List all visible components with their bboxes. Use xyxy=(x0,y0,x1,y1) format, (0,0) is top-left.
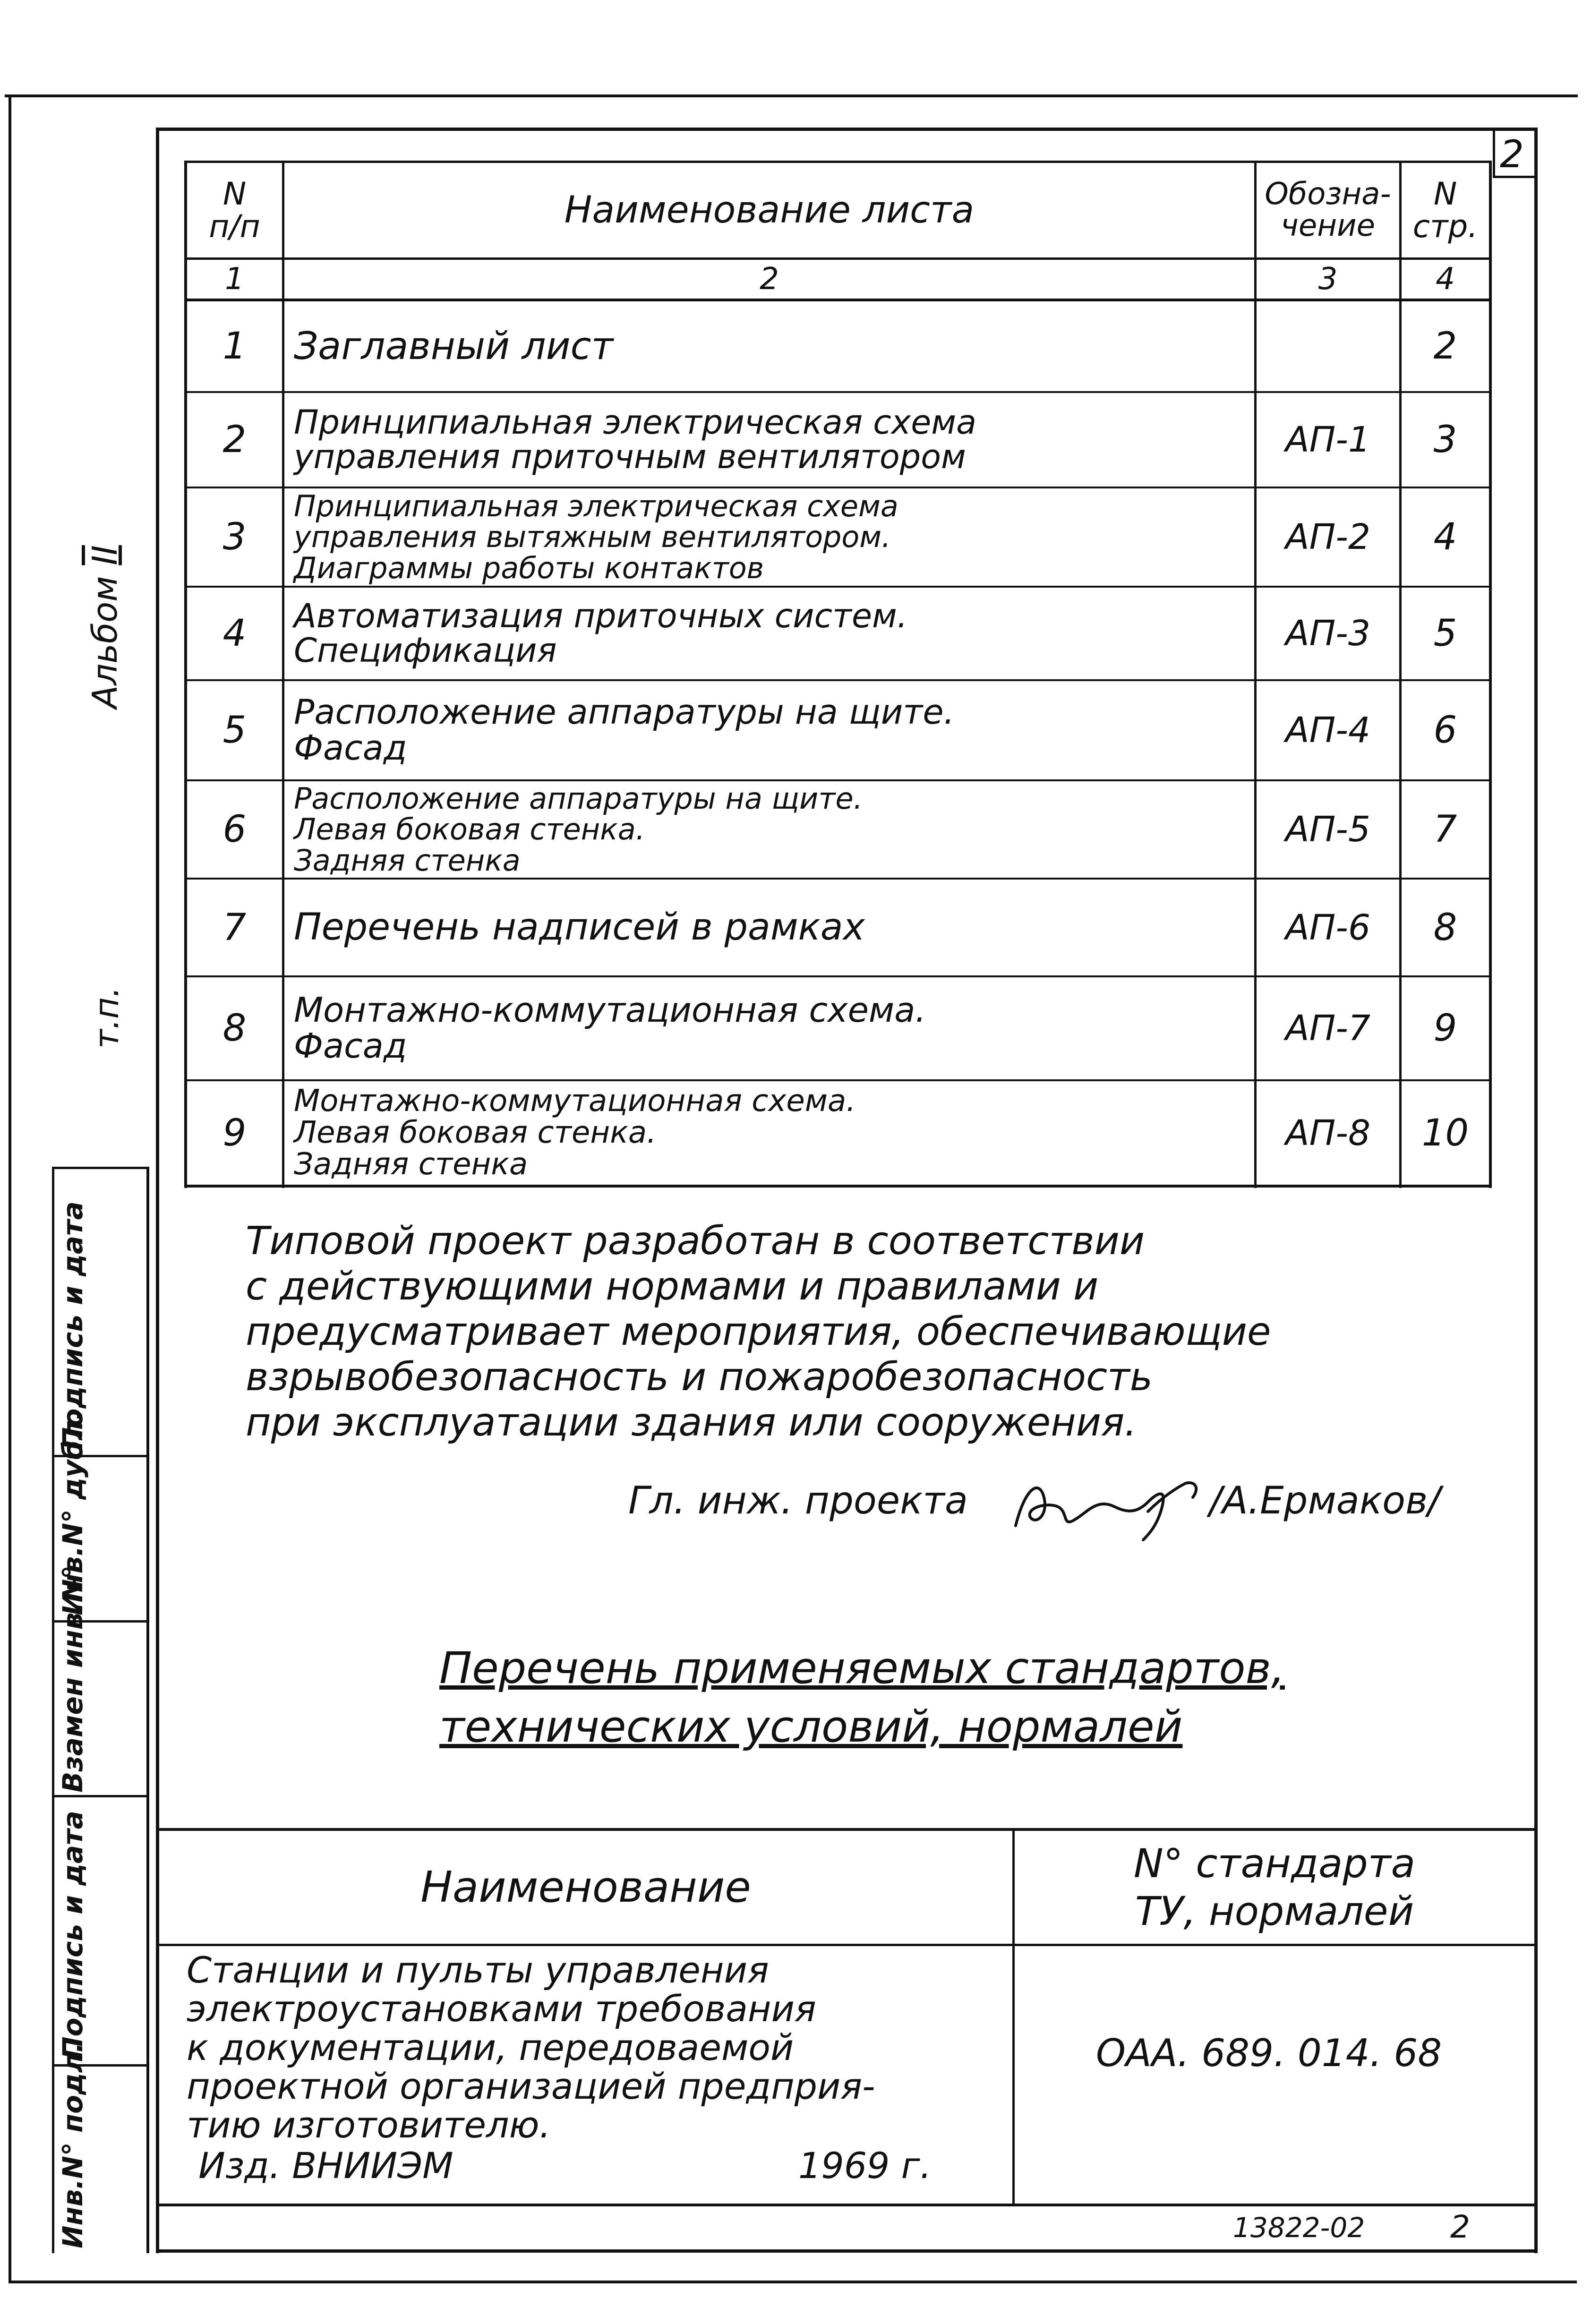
header-page: N стр. xyxy=(1412,175,1478,245)
row-1-designation xyxy=(1257,301,1399,391)
stamp-mid-edge xyxy=(52,1167,54,2253)
row-4-num: 4 xyxy=(222,612,247,655)
album-label: Альбом II xyxy=(85,545,125,709)
row-9-num: 9 xyxy=(222,1111,247,1154)
footer-line xyxy=(156,2204,1538,2206)
standards-title xyxy=(439,1639,1285,1756)
standards-title-line-2: технических условий, нормалей xyxy=(439,1701,1183,1752)
row-6-page: 7 xyxy=(1433,808,1457,851)
footer-sheet-number: 2 xyxy=(1450,2209,1470,2245)
tp-label: т.п. xyxy=(87,986,126,1049)
footer-drawing-code: 13822-02 xyxy=(1233,2212,1365,2244)
row-1-num: 1 xyxy=(222,325,247,367)
standards-row-publisher: Изд. ВНИИЭМ xyxy=(198,2145,453,2187)
standards-header-number: N° стандарта ТУ, нормалей xyxy=(1133,1840,1416,1934)
stamp-field-instead-inv: Взамен инв.N° xyxy=(57,1565,89,1793)
standards-table-header-bottom xyxy=(156,1944,1538,1946)
sheet-table-right xyxy=(1489,161,1492,1188)
page-corner-number: 2 xyxy=(1500,132,1524,176)
compliance-paragraph xyxy=(246,1219,1271,1445)
row-3-num: 3 xyxy=(222,516,247,558)
stamp-div-3 xyxy=(52,1795,149,1797)
row-4-designation: АП-3 xyxy=(1285,613,1371,654)
row-7-num: 7 xyxy=(222,906,247,949)
row-8-designation: АП-7 xyxy=(1285,1008,1371,1049)
stamp-field-inv-original: Инв.N° подл. xyxy=(57,2042,89,2248)
bottom-outer-border xyxy=(9,2281,1577,2283)
row-4-page: 5 xyxy=(1433,612,1457,655)
row-6-num: 6 xyxy=(222,808,247,851)
row-2-name: Принципиальная электрическая схема управления приточным вентилятором xyxy=(294,402,976,476)
header-designation: Обозна- чение xyxy=(1265,176,1391,243)
compliance-line: предусматривает мероприятия, обеспечивающие xyxy=(246,1309,1271,1354)
header-num: N п/п xyxy=(209,175,260,245)
row-8-name: Монтажно-коммутационная схема. Фасад xyxy=(294,990,926,1066)
row-1-name: Заглавный лист xyxy=(294,324,614,368)
stamp-div-0 xyxy=(52,1167,149,1169)
row-8-num: 8 xyxy=(222,1007,247,1050)
stamp-right-edge xyxy=(146,1167,149,2253)
row-2-page: 3 xyxy=(1433,419,1457,461)
row-2-num: 2 xyxy=(222,419,247,461)
row-4-name: Автоматизация приточных систем. Спецификация xyxy=(294,596,908,670)
row-7-name: Перечень надписей в рамках xyxy=(294,906,865,948)
row-1-page: 2 xyxy=(1433,325,1457,367)
row-5-name: Расположение аппаратуры на щите. Фасад xyxy=(294,692,955,768)
row-3-page: 4 xyxy=(1433,516,1457,558)
colnum-3: 3 xyxy=(1318,262,1338,297)
colnum-1: 1 xyxy=(225,262,244,297)
stamp-field-inv-dubl: Инв.N° дубл. xyxy=(57,1410,89,1615)
colnum-4: 4 xyxy=(1436,262,1455,297)
row-8-page: 9 xyxy=(1433,1007,1457,1050)
stamp-field-signature-date-1: Подпись и дата xyxy=(57,1201,89,1450)
frame-left xyxy=(156,128,159,2253)
standards-row-number: ОАА. 689. 014. 68 xyxy=(1096,2031,1442,2075)
signature-role: Гл. инж. проекта xyxy=(628,1478,968,1522)
top-border xyxy=(5,94,1578,97)
corner-box-left xyxy=(1493,130,1495,177)
standards-title-line-1: Перечень применяемых стандартов, xyxy=(439,1643,1285,1693)
compliance-line: с действующими нормами и правилами и xyxy=(246,1264,1099,1309)
row-9-name: Монтажно-коммутационная схема. Левая боковая стенка. Задняя стенка xyxy=(294,1083,856,1182)
compliance-line: взрывобезопасность и пожаробезопасность xyxy=(246,1354,1153,1400)
row-5-designation: АП-4 xyxy=(1285,710,1371,751)
row-5-page: 6 xyxy=(1433,709,1457,752)
standards-row-name: Станции и пульты управления электроустановками требования к документации, передоваемой проектной организацией предприя- тию изготовителю. xyxy=(187,1949,875,2146)
handwritten-signature xyxy=(1006,1469,1223,1545)
frame-right xyxy=(1534,128,1538,2253)
standards-header-name: Наименование xyxy=(420,1863,751,1912)
header-name: Наименование листа xyxy=(564,189,975,231)
left-outer-border xyxy=(9,94,11,2281)
row-7-page: 8 xyxy=(1433,906,1457,949)
row-3-designation: АП-2 xyxy=(1285,517,1371,557)
frame-bottom xyxy=(156,2249,1538,2253)
frame-top xyxy=(158,128,1538,131)
colnum-2: 2 xyxy=(760,262,779,297)
row-3-name: Принципиальная электрическая схема управления вытяжным вентилятором. Диаграммы работы контактов xyxy=(294,489,898,585)
row-9-designation: АП-8 xyxy=(1285,1112,1371,1153)
sheet-table-bottom xyxy=(184,1185,1492,1188)
row-6-designation: АП-5 xyxy=(1285,809,1371,850)
standards-row-year: 1969 г. xyxy=(798,2145,932,2187)
compliance-line: Типовой проект разработан в соответствии xyxy=(246,1219,1145,1264)
row-6-name: Расположение аппаратуры на щите. Левая боковая стенка. Задняя стенка xyxy=(294,781,863,878)
signature-name: /А.Ермаков/ xyxy=(1209,1478,1441,1522)
compliance-line: при эксплуатации здания или сооружения. xyxy=(246,1400,1137,1445)
row-2-designation: АП-1 xyxy=(1285,419,1371,460)
stamp-field-signature-date-2: Подпись и дата xyxy=(57,1811,89,2059)
row-9-page: 10 xyxy=(1421,1111,1469,1154)
row-5-num: 5 xyxy=(222,709,247,752)
row-7-designation: АП-6 xyxy=(1285,907,1371,948)
